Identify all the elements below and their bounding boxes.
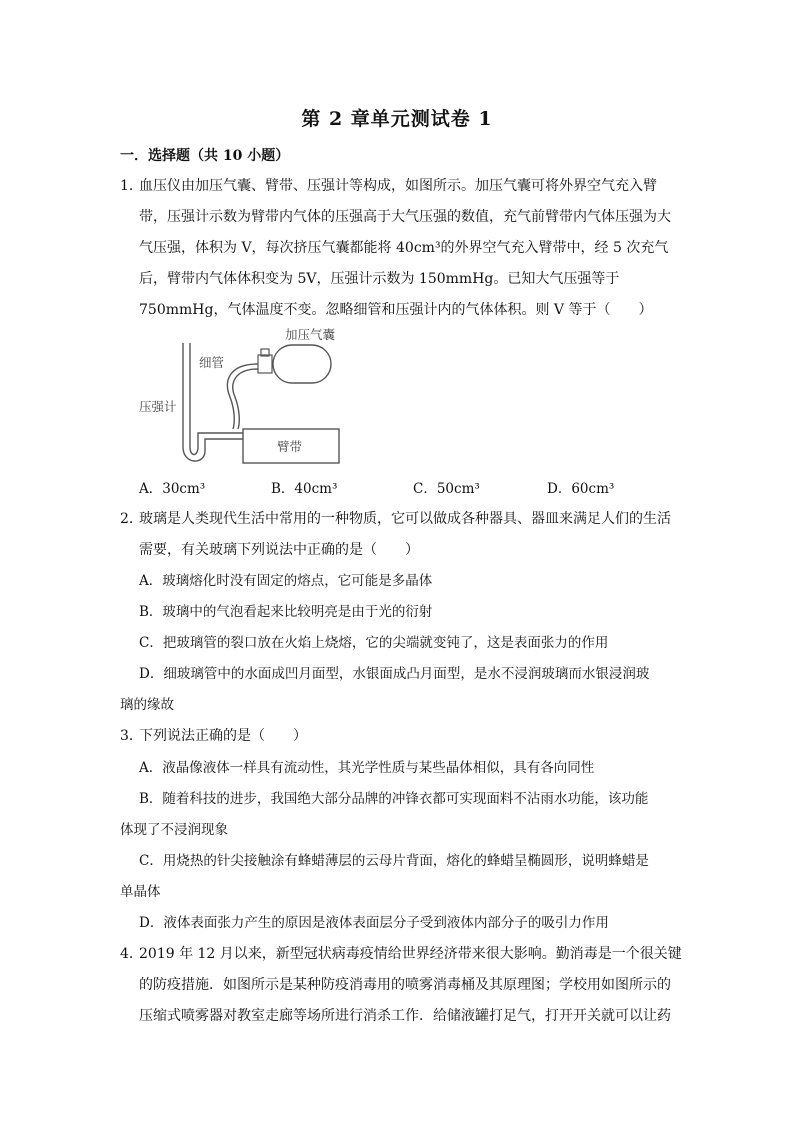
option-d: D．细玻璃管中的水面成凹月面型，水银面成凸月面型，是水不浸润玻璃而水银浸润玻 [139, 666, 650, 682]
option-b: B．40cm³ [271, 481, 338, 497]
page-title: 第 2 章单元测试卷 1 [301, 108, 493, 130]
tube-shape-inner [233, 369, 258, 429]
option-d-continued: 璃的缘故 [120, 697, 174, 713]
option-a: A．玻璃熔化时没有固定的熔点，它可能是多晶体 [139, 573, 433, 589]
question-text-line: 气压强，体积为 V，每次挤压气囊都能将 40cm³的外界空气充入臂带中，经 5 次充气 [139, 240, 669, 256]
option-c: C．用烧热的针尖接触涂有蜂蜡薄层的云母片背面，熔化的蜂蜡呈椭圆形，说明蜂蜡是 [139, 853, 649, 869]
tube-label: 细管 [199, 355, 225, 370]
option-a: A．30cm³ [139, 481, 206, 497]
question-text-line: 带，压强计示数为臂带内气体的压强高于大气压强的数值，充气前臂带内气体压强为大 [139, 209, 671, 225]
option-c: C．50cm³ [413, 481, 480, 497]
question-number: 3． [120, 728, 143, 744]
option-b: B．玻璃中的气泡看起来比较明亮是由于光的衍射 [139, 604, 433, 620]
tube-shape [227, 364, 258, 429]
question-text-line: 玻璃是人类现代生活中常用的一种物质，它可以做成各种器具、器皿来满足人们的生活 [139, 511, 671, 527]
question-number: 2． [120, 511, 143, 527]
question-text-line: 的防疫措施．如图所示是某种防疫消毒用的喷雾消毒桶及其原理图；学校用如图所示的 [139, 977, 671, 993]
question-text-line: 750mmHg，气体温度不变。忽略细管和压强计内的气体体积。则 V 等于（ ） [139, 302, 653, 318]
bulb-shape [273, 345, 331, 383]
section-heading: 一．选择题（共 10 小题） [120, 148, 290, 164]
option-d: D．液体表面张力产生的原因是液体表面层分子受到液体内部分子的吸引力作用 [139, 915, 609, 931]
question-text-line: 需要，有关玻璃下列说法中正确的是（ ） [139, 542, 419, 558]
question-text-line: 压缩式喷雾器对教室走廊等场所进行消杀工作．给储液罐打足气，打开开关就可以让药 [139, 1008, 671, 1024]
option-d: D．60cm³ [547, 481, 615, 497]
valve-shape [258, 355, 272, 373]
gauge-label: 压强计 [139, 399, 177, 414]
question-number: 1． [120, 178, 143, 194]
option-b: B．随着科技的进步，我国绝大部分品牌的冲锋衣都可实现面料不沾雨水功能，该功能 [139, 791, 649, 807]
question-text-line: 血压仪由加压气囊、臂带、压强计等构成，如图所示。加压气囊可将外界空气充入臂 [139, 178, 657, 194]
bulb-label: 加压气囊 [285, 327, 336, 342]
question-text-line: 下列说法正确的是（ ） [139, 728, 307, 744]
option-a: A．液晶像液体一样具有流动性，其光学性质与某些晶体相似，具有各向同性 [139, 760, 595, 776]
option-c: C．把玻璃管的裂口放在火焰上烧熔，它的尖端就变钝了，这是表面张力的作用 [139, 635, 609, 651]
question-text-line: 2019 年 12 月以来，新型冠状病毒疫情给世界经济带来很大影响。勤消毒是一个很关键 [139, 946, 682, 962]
option-c-continued: 单晶体 [120, 884, 161, 900]
option-b-continued: 体现了不浸润现象 [120, 822, 228, 838]
blood-pressure-figure [135, 325, 345, 475]
question-text-line: 后，臂带内气体体积变为 5V，压强计示数为 150mmHg。已知大气压强等于 [139, 271, 620, 287]
question-number: 4． [120, 946, 143, 962]
cuff-label: 臂带 [277, 439, 303, 454]
